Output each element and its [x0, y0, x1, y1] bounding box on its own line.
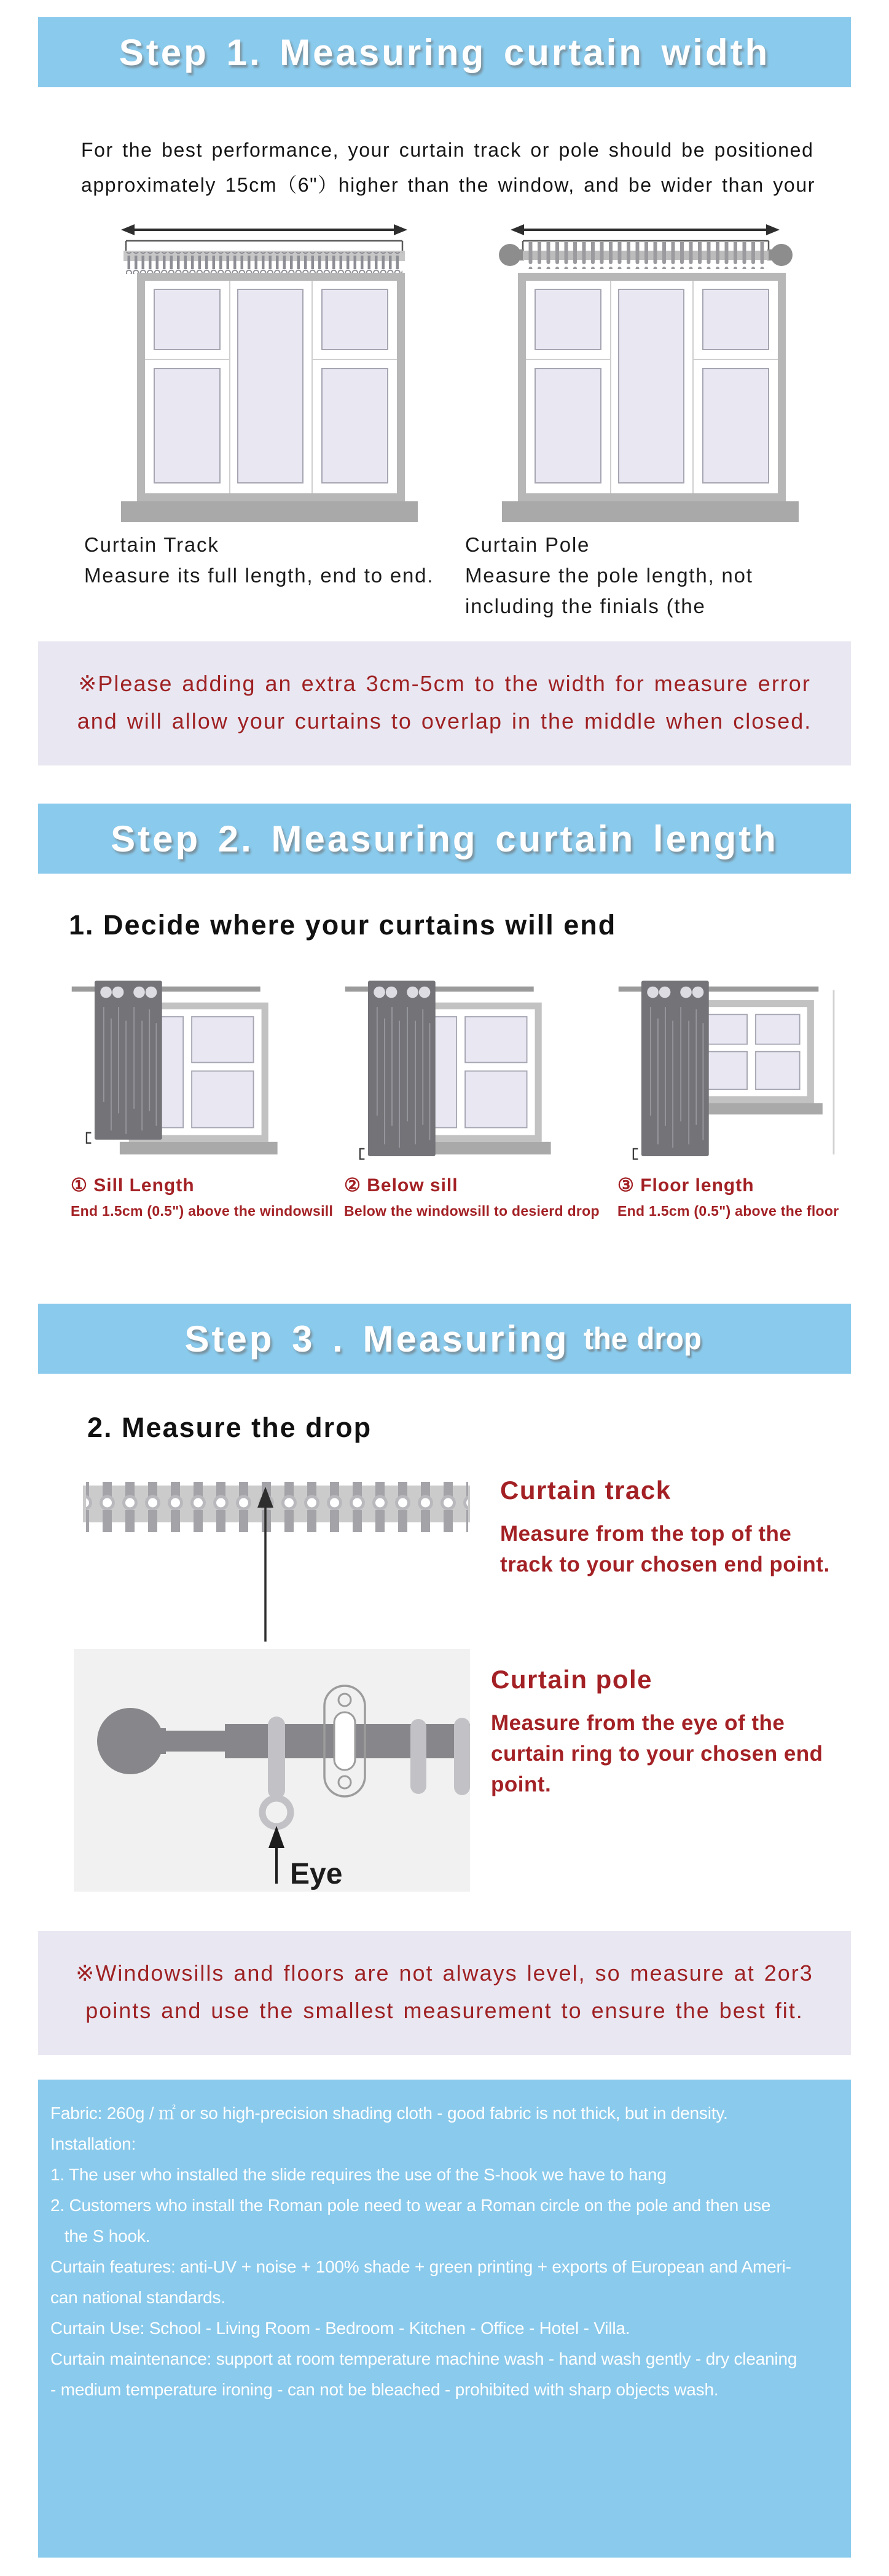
step3-banner-subtitle: the drop [583, 1321, 702, 1356]
drop-notice-line1: ※Windowsills and floors are not always level, so measure at 2or3 [76, 1960, 813, 1986]
step1-banner [38, 17, 851, 87]
floor-length-label [617, 1172, 863, 1223]
curtain-ring [268, 1717, 285, 1799]
pole-drop-illustration [74, 1649, 470, 1892]
curtain-track-title: Curtain track [500, 1476, 672, 1505]
pole-finial [97, 1708, 163, 1774]
right-finial [770, 244, 793, 266]
below-sill-desc: Below the windowsill to desierd drop [344, 1203, 600, 1219]
track-caption-line: Measure its full length, end to end. [84, 564, 434, 587]
drop-notice-box [38, 1931, 851, 2055]
curtain-track-desc2: track to your chosen end point. [500, 1552, 830, 1576]
info-line: - medium temperature ironing - can not be bleached - prohibited with sharp objects wash. [50, 2380, 719, 2399]
track-gliders [126, 252, 402, 274]
pole-caption-title: Curtain Pole [465, 533, 590, 556]
width-notice-line1: ※Please adding an extra 3cm-5cm to the width for measure error [78, 671, 811, 696]
spacer [491, 1694, 823, 1708]
track-caption [84, 530, 434, 622]
sill-length-desc: End 1.5cm (0.5") above the windowsill [71, 1203, 334, 1219]
window-graphic [121, 273, 418, 522]
curtain-ring [410, 1719, 426, 1794]
curtain-pole-window-illustration [464, 211, 799, 525]
info-line: Curtain Use: School - Living Room - Bedroom - Kitchen - Office - Hotel - Villa. [50, 2319, 630, 2338]
drop-notice-line2: points and use the smallest measurement to ensure the best fit. [85, 1998, 804, 2023]
curtain-pole-desc2: curtain ring to your chosen end [491, 1742, 823, 1766]
curtain-pole-text [491, 1649, 823, 1800]
track-drop-illustration [74, 1460, 479, 1644]
curtain-length-illustrations [0, 966, 889, 1166]
spacer [500, 1505, 830, 1519]
pole-caption-line1: Measure the pole length, not [465, 564, 753, 587]
pole-caption-line2: including the finials (the [465, 595, 706, 617]
step3-banner-title: Step 3 . Measuring [184, 1318, 570, 1360]
pole-drop-row [0, 1649, 889, 1892]
width-notice-line2: and will allow your curtains to overlap in the middle when closed. [77, 708, 812, 734]
curtain-ring [454, 1718, 470, 1795]
width-notice-box [38, 641, 851, 765]
step2-banner [38, 804, 851, 874]
curtain-length-labels [0, 1172, 889, 1223]
sill-length-label [71, 1172, 334, 1223]
track-hooks [86, 1482, 468, 1532]
info-line: Curtain features: anti-UV + noise + 100% shade + green printing + exports of European and Ameri- [50, 2257, 791, 2276]
intro-line-1: For the best performance, your curtain track or pole should be positioned [81, 139, 814, 161]
pole-rings [525, 242, 766, 269]
curtain-track-desc1: Measure from the top of the [500, 1522, 792, 1546]
step2-banner-title: Step 2. Measuring curtain length [111, 818, 778, 859]
track-caption-title: Curtain Track [84, 533, 219, 556]
curtain-pole-title: Curtain pole [491, 1665, 653, 1694]
info-line: can national standards. [50, 2288, 225, 2307]
info-line: Fabric: 260g / ㎡ or so high-precision shading cloth - good fabric is not thick, but in density. [50, 2104, 728, 2123]
below-sill-illustration [335, 966, 581, 1166]
floor-length-illustration [608, 966, 854, 1166]
curtain-pole-desc3: point. [491, 1772, 552, 1796]
curtain-track-text [500, 1460, 830, 1580]
step1-captions [0, 530, 889, 622]
eye-label: Eye [290, 1858, 343, 1890]
below-sill-label [344, 1172, 600, 1223]
curtain-track-window-illustration [83, 211, 418, 525]
left-finial [499, 244, 521, 266]
step3-banner [38, 1304, 851, 1374]
info-line: 1. The user who installed the slide requires the use of the S-hook we have to hang [50, 2165, 667, 2184]
step3-heading: 2. Measure the drop [87, 1412, 372, 1443]
ring-eye [262, 1798, 291, 1826]
intro-line-2: approximately 15cm（6"）higher than the window, and be wider than your [81, 174, 815, 196]
sill-length-title: ① Sill Length [71, 1175, 195, 1196]
product-info-box [38, 2080, 851, 2558]
info-line: Curtain maintenance: support at room temperature machine wash - hand wash gently - dry cleaning [50, 2349, 797, 2368]
sill-length-illustration [61, 966, 307, 1166]
track-drop-row [0, 1460, 889, 1644]
info-line: the S hook. [50, 2226, 151, 2245]
curtain-pole-desc1: Measure from the eye of the [491, 1711, 785, 1735]
floor-length-title: ③ Floor length [617, 1175, 754, 1196]
step1-banner-title: Step 1. Measuring curtain width [119, 31, 770, 73]
step2-heading: 1. Decide where your curtains will end [69, 909, 617, 941]
pole-caption [465, 530, 800, 622]
below-sill-title: ② Below sill [344, 1175, 458, 1196]
info-line: Installation: [50, 2134, 136, 2153]
intro-paragraph [81, 133, 889, 203]
window-graphic [502, 273, 799, 522]
floor-length-desc: End 1.5cm (0.5") above the floor [617, 1203, 839, 1219]
step1-illustrations [0, 211, 889, 525]
width-arrow [121, 224, 407, 252]
info-line: 2. Customers who install the Roman pole need to wear a Roman circle on the pole and then use [50, 2196, 771, 2215]
